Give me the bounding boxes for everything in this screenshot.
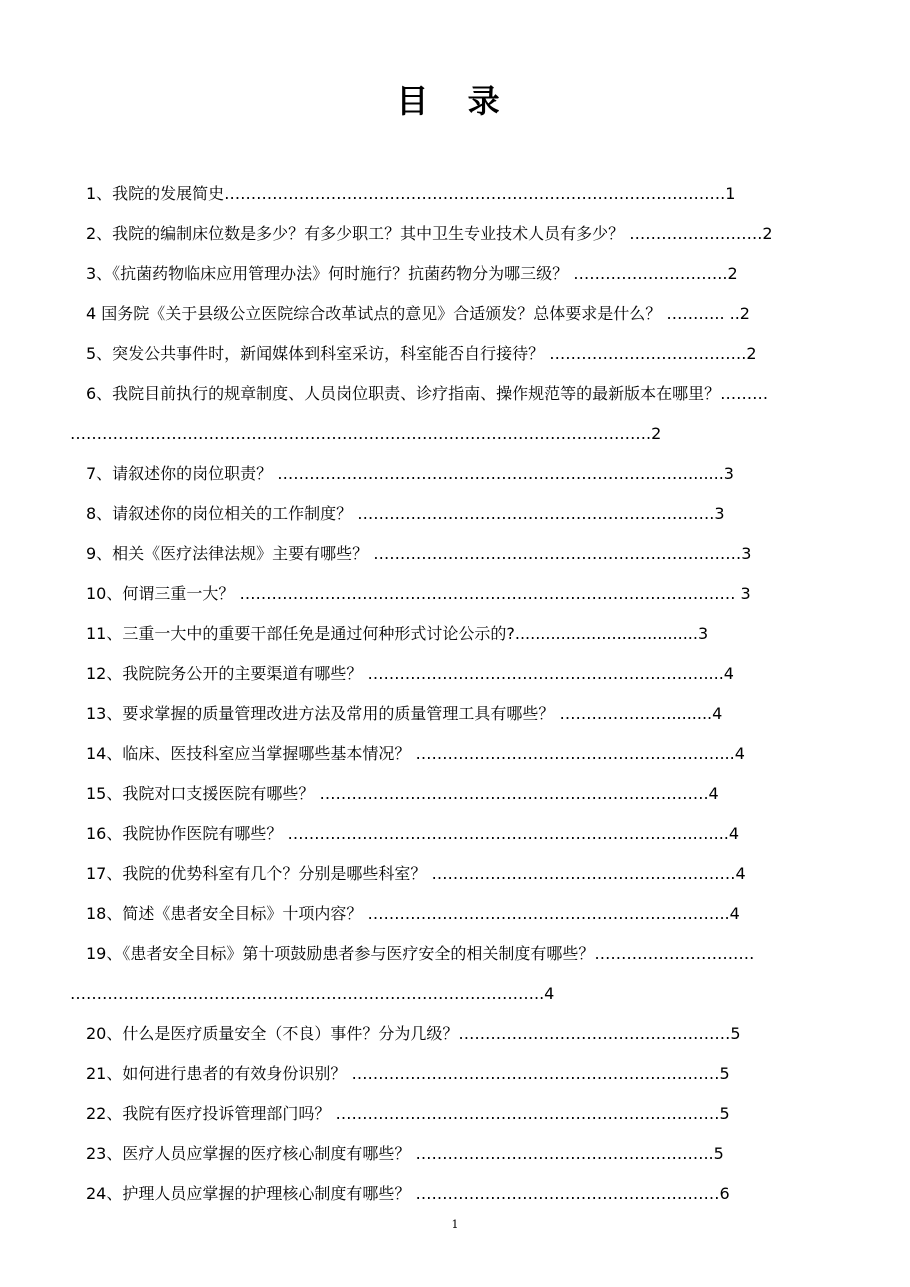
- toc-entry: 24、护理人员应掌握的护理核心制度有哪些？ …………………………………………………6: [86, 1184, 730, 1203]
- toc-entry: 23、医疗人员应掌握的医疗核心制度有哪些？ ………………………………………………..5: [86, 1144, 724, 1163]
- toc-entry: 3、《抗菌药物临床应用管理办法》何时施行？抗菌药物分为哪三级？ ………………………..2: [86, 264, 738, 283]
- toc-entry: 21、如何进行患者的有效身份识别？ ……………………………………………………………5: [86, 1064, 730, 1083]
- toc-entry: 2、我院的编制床位数是多少？有多少职工？其中卫生专业技术人员有多少？ …………………….2: [86, 224, 773, 243]
- toc-entry: 7、请叙述你的岗位职责？ ……………………………………………………………………......3: [86, 464, 734, 483]
- toc-entry: 11、三重一大中的重要干部任免是通过何种形式讨论公示的?....................................3: [86, 624, 709, 643]
- toc-entry: 17、我院的优势科室有几个？分别是哪些科室？ …………………………………………………4: [86, 864, 746, 883]
- toc-entry: 5、突发公共事件时，新闻媒体到科室采访，科室能否自行接待？ ……………………………….2: [86, 344, 757, 363]
- toc-entry-continuation: ……………………………………………………………………………..4: [70, 984, 555, 1003]
- toc-entry: 6、我院目前执行的规章制度、人员岗位职责、诊疗指南、操作规范等的最新版本在哪里？………: [86, 384, 769, 403]
- toc-entry: 18、简述《患者安全目标》十项内容？ …………………………………………………………..4: [86, 904, 740, 923]
- page-title: 目 录: [396, 82, 514, 120]
- toc-entry: 8、请叙述你的岗位相关的工作制度？ ………………………………………………………….3: [86, 504, 725, 523]
- toc-entry: 10、何谓三重一大？ ………………………………………………………………………………… 3: [86, 584, 751, 603]
- toc-entry: 12、我院院务公开的主要渠道有哪些？ ………………………………………………………....4: [86, 664, 734, 683]
- toc-entry: 9、相关《医疗法律法规》主要有哪些？ ……………………………………………………………3: [86, 544, 752, 563]
- toc-entry-continuation: ……………………………………………………………………………………………….2: [70, 424, 662, 443]
- toc-entry: 19、《患者安全目标》第十项鼓励患者参与医疗安全的相关制度有哪些？…………………………: [86, 944, 755, 963]
- toc-entry: 4 国务院《关于县级公立医院综合改革试点的意见》合适颁发？总体要求是什么？ ……….. ..2: [86, 304, 750, 323]
- toc-entry: 14、临床、医技科室应当掌握哪些基本情况？ …………………………………………………...4: [86, 744, 745, 763]
- toc-entry: 1、我院的发展简史………………………………………………………………………………….1: [86, 184, 736, 203]
- toc-entry: 22、我院有医疗投诉管理部门吗？ ………………………………………………………………5: [86, 1104, 730, 1123]
- toc-entry: 16、我院协作医院有哪些？ ………………………………………………………………….…....4: [86, 824, 740, 843]
- toc-entry: 15、我院对口支援医院有哪些？ ……………………………………………………………….4: [86, 784, 719, 803]
- toc-entry: 20、什么是医疗质量安全（不良）事件？分为几级？……………………………………………5: [86, 1024, 741, 1043]
- page-number: 1: [451, 1218, 459, 1231]
- toc-entry: 13、要求掌握的质量管理改进方法及常用的质量管理工具有哪些？ …………………........4: [86, 704, 723, 723]
